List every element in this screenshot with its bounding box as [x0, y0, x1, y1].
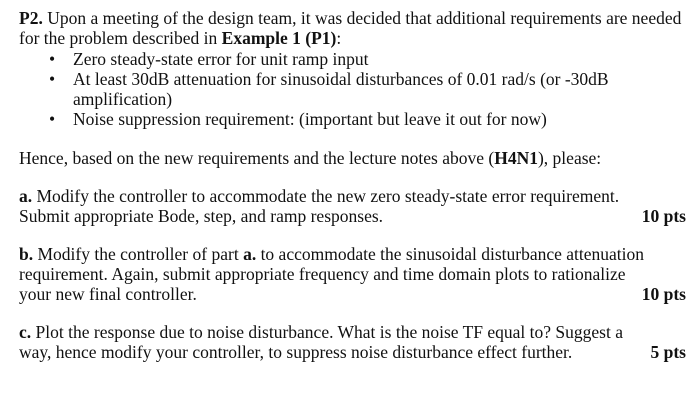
part-a-line-1 [19, 186, 688, 206]
part-a-points: 10 pts [641, 206, 686, 226]
requirement-text: Zero steady-state error for unit ramp input [73, 49, 369, 69]
part-b [19, 244, 688, 304]
requirement-item [19, 49, 688, 69]
requirement-item [19, 69, 688, 109]
requirement-text: Noise suppression requirement: (important but leave it out for now) [73, 109, 547, 129]
bullet-icon: • [49, 49, 56, 69]
hence-reference: H4N1 [494, 148, 538, 168]
part-b-last-text: your new final controller. [19, 284, 197, 304]
part-a [19, 186, 688, 226]
part-c-points: 5 pts [650, 342, 686, 362]
intro-text: Upon a meeting of the design team, it was decided that additional requirements are needed for the problem described in [19, 8, 682, 48]
part-c-line-1 [19, 322, 688, 342]
hence-paragraph [19, 148, 688, 168]
problem-intro [19, 8, 688, 48]
requirement-item [19, 109, 688, 129]
example-reference: Example 1 (P1) [221, 28, 337, 48]
requirement-text: At least 30dB attenuation for sinusoidal disturbances of 0.01 rad/s (or -30dB amplification) [73, 69, 609, 109]
part-b-points: 10 pts [641, 284, 686, 304]
part-c-text: Plot the response due to noise disturbance. What is the noise TF equal to? Suggest a [31, 322, 623, 342]
part-b-line-2: requirement. Again, submit appropriate frequency and time domain plots to rationalize [19, 264, 626, 284]
hence-text-after: ), please: [537, 148, 602, 168]
part-c [19, 322, 688, 362]
part-a-last-text: Submit appropriate Bode, step, and ramp responses. [19, 206, 384, 226]
part-c-line-2 [19, 342, 688, 362]
part-c-last-text: way, hence modify your controller, to suppress noise disturbance effect further. [19, 342, 573, 362]
problem-label: P2. [19, 8, 43, 28]
part-b-line-3 [19, 284, 688, 304]
part-b-reference: a. [243, 244, 257, 264]
part-a-line-2 [19, 206, 688, 226]
bullet-icon: • [49, 69, 56, 89]
part-c-label: c. [19, 322, 32, 342]
part-b-label: b. [19, 244, 34, 264]
part-a-text: Modify the controller to accommodate the new zero steady-state error requirement. [32, 186, 620, 206]
part-b-text-after: to accommodate the sinusoidal disturbance attenuation [256, 244, 644, 264]
bullet-icon: • [49, 109, 56, 129]
hence-text-before: Hence, based on the new requirements and the lecture notes above ( [19, 148, 495, 168]
intro-colon: : [336, 28, 342, 48]
part-b-line-1 [19, 244, 688, 264]
requirements-list [19, 49, 688, 129]
part-a-label: a. [19, 186, 33, 206]
part-b-text-before: Modify the controller of part [33, 244, 244, 264]
